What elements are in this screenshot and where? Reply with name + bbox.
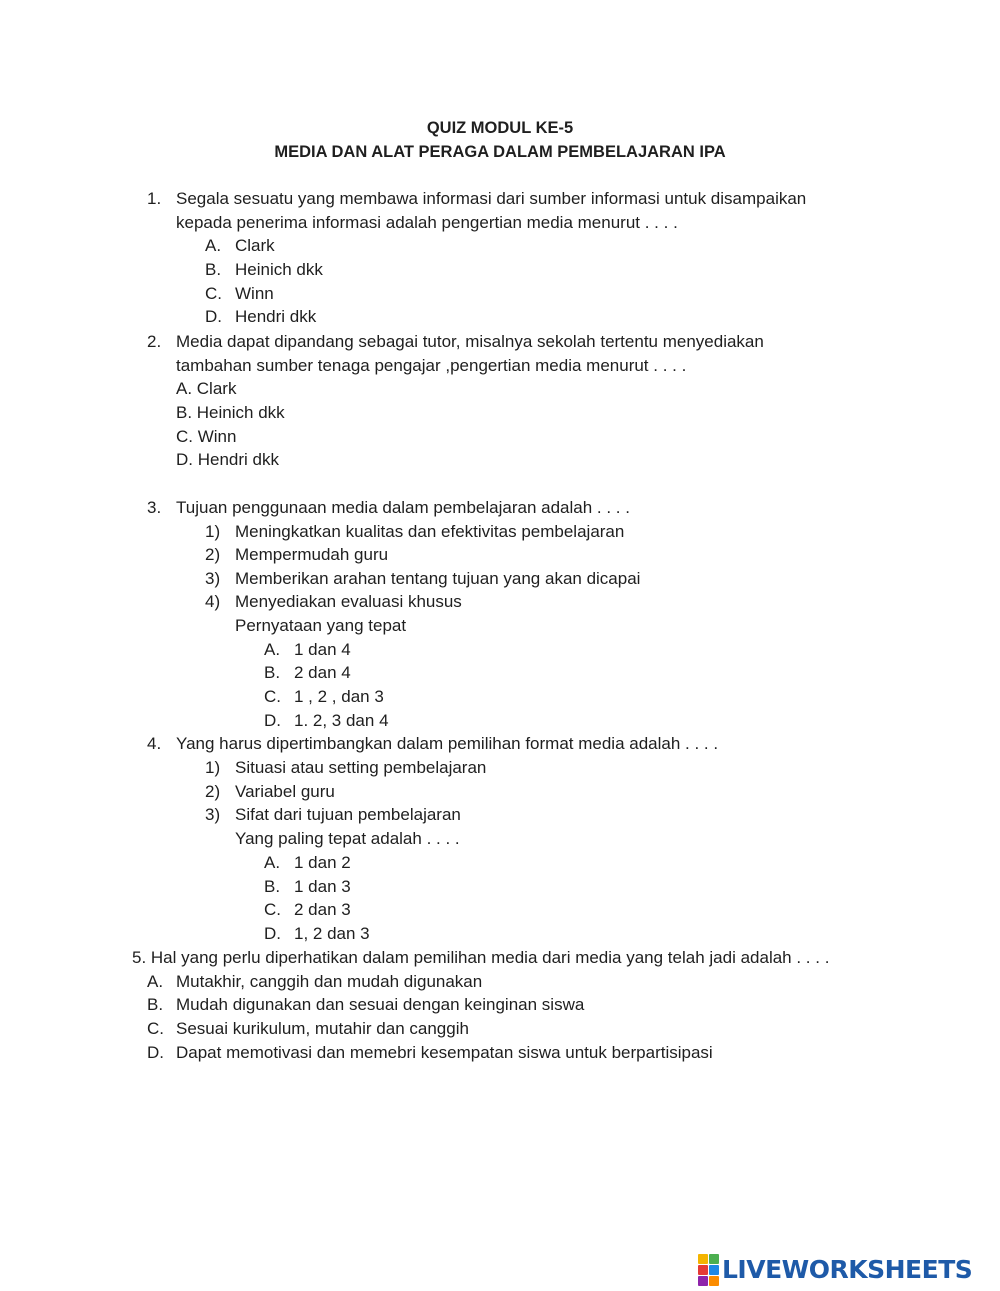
question-text: Tujuan penggunaan media dalam pembelajaran adalah . . . . — [176, 498, 630, 517]
question-text: Media dapat dipandang sebagai tutor, misalnya sekolah tertentu menyediakan — [176, 332, 764, 351]
option-letter: B. — [147, 995, 164, 1014]
logo-square — [709, 1265, 719, 1275]
statement-text: Variabel guru — [235, 782, 335, 801]
option-text: Mudah digunakan dan sesuai dengan keinginan siswa — [176, 995, 585, 1014]
option-text: Heinich dkk — [235, 260, 323, 279]
option-letter: D. — [264, 711, 281, 730]
option-letter: B. — [264, 877, 281, 896]
statement-number: 2) — [205, 782, 221, 801]
question-text: Segala sesuatu yang membawa informasi dari sumber informasi untuk disampaikan — [176, 189, 807, 208]
option-text: B. Heinich dkk — [176, 403, 285, 422]
statement-text: Menyediakan evaluasi khusus — [235, 592, 462, 611]
question-text: 5. Hal yang perlu diperhatikan dalam pemilihan media dari media yang telah jadi adalah . . . . — [132, 948, 830, 967]
option-letter: D. — [147, 1043, 164, 1062]
question-text: tambahan sumber tenaga pengajar ,pengertian media menurut . . . . — [176, 356, 687, 375]
question-text: kepada penerima informasi adalah pengertian media menurut . . . . — [176, 213, 678, 232]
statement-text: Situasi atau setting pembelajaran — [235, 758, 487, 777]
option-letter: C. — [264, 900, 281, 919]
option-text: 1 dan 4 — [294, 640, 351, 659]
option-letter: B. — [264, 663, 281, 682]
option-text: A. Clark — [176, 379, 237, 398]
logo-text: LIVEWORKSHEETS — [722, 1255, 973, 1285]
statement-number: 3) — [205, 569, 221, 588]
option-letter: A. — [264, 853, 281, 872]
logo-square — [709, 1254, 719, 1264]
statement-number: 1) — [205, 758, 221, 777]
statement-number: 2) — [205, 545, 221, 564]
page-subtitle: MEDIA DAN ALAT PERAGA DALAM PEMBELAJARAN IPA — [274, 143, 726, 161]
option-letter: C. — [264, 687, 281, 706]
question-prompt: Yang paling tepat adalah . . . . — [235, 829, 460, 848]
question-number: 2. — [147, 332, 162, 351]
option-text: 2 dan 4 — [294, 663, 351, 682]
option-letter: C. — [205, 284, 222, 303]
question-number: 4. — [147, 734, 162, 753]
liveworksheets-logo — [698, 1255, 998, 1285]
page-title: QUIZ MODUL KE-5 — [426, 119, 574, 137]
statement-number: 1) — [205, 522, 221, 541]
option-letter: A. — [147, 972, 164, 991]
option-text: Winn — [235, 284, 274, 303]
question-text: Yang harus dipertimbangkan dalam pemilihan format media adalah . . . . — [176, 734, 719, 753]
logo-square — [698, 1276, 708, 1286]
option-text: 1 dan 2 — [294, 853, 351, 872]
option-text: Hendri dkk — [235, 307, 317, 326]
question-prompt: Pernyataan yang tepat — [235, 616, 407, 635]
option-text: 2 dan 3 — [294, 900, 351, 919]
option-text: D. Hendri dkk — [176, 450, 279, 469]
option-text: 1 dan 3 — [294, 877, 351, 896]
option-letter: D. — [264, 924, 281, 943]
statement-text: Memberikan arahan tentang tujuan yang akan dicapai — [235, 569, 641, 588]
logo-square — [698, 1254, 708, 1264]
option-text: Mutakhir, canggih dan mudah digunakan — [176, 972, 483, 991]
statement-text: Mempermudah guru — [235, 545, 389, 564]
question-number: 3. — [147, 498, 162, 517]
option-text: Dapat memotivasi dan memebri kesempatan siswa untuk berpartisipasi — [176, 1043, 713, 1062]
option-text: C. Winn — [176, 427, 237, 446]
statement-number: 3) — [205, 805, 221, 824]
option-text: 1. 2, 3 dan 4 — [294, 711, 389, 730]
option-text: 1, 2 dan 3 — [294, 924, 370, 943]
question-number: 1. — [147, 189, 162, 208]
option-text: Sesuai kurikulum, mutahir dan canggih — [176, 1019, 469, 1038]
option-letter: C. — [147, 1019, 164, 1038]
option-letter: A. — [264, 640, 281, 659]
option-text: 1 , 2 , dan 3 — [294, 687, 384, 706]
logo-square — [698, 1265, 708, 1275]
option-letter: D. — [205, 307, 222, 326]
statement-text: Sifat dari tujuan pembelajaran — [235, 805, 461, 824]
option-letter: B. — [205, 260, 222, 279]
logo-squares-icon — [698, 1254, 719, 1286]
option-text: Clark — [235, 236, 275, 255]
option-letter: A. — [205, 236, 222, 255]
logo-square — [709, 1276, 719, 1286]
statement-text: Meningkatkan kualitas dan efektivitas pembelajaran — [235, 522, 625, 541]
statement-number: 4) — [205, 592, 221, 611]
